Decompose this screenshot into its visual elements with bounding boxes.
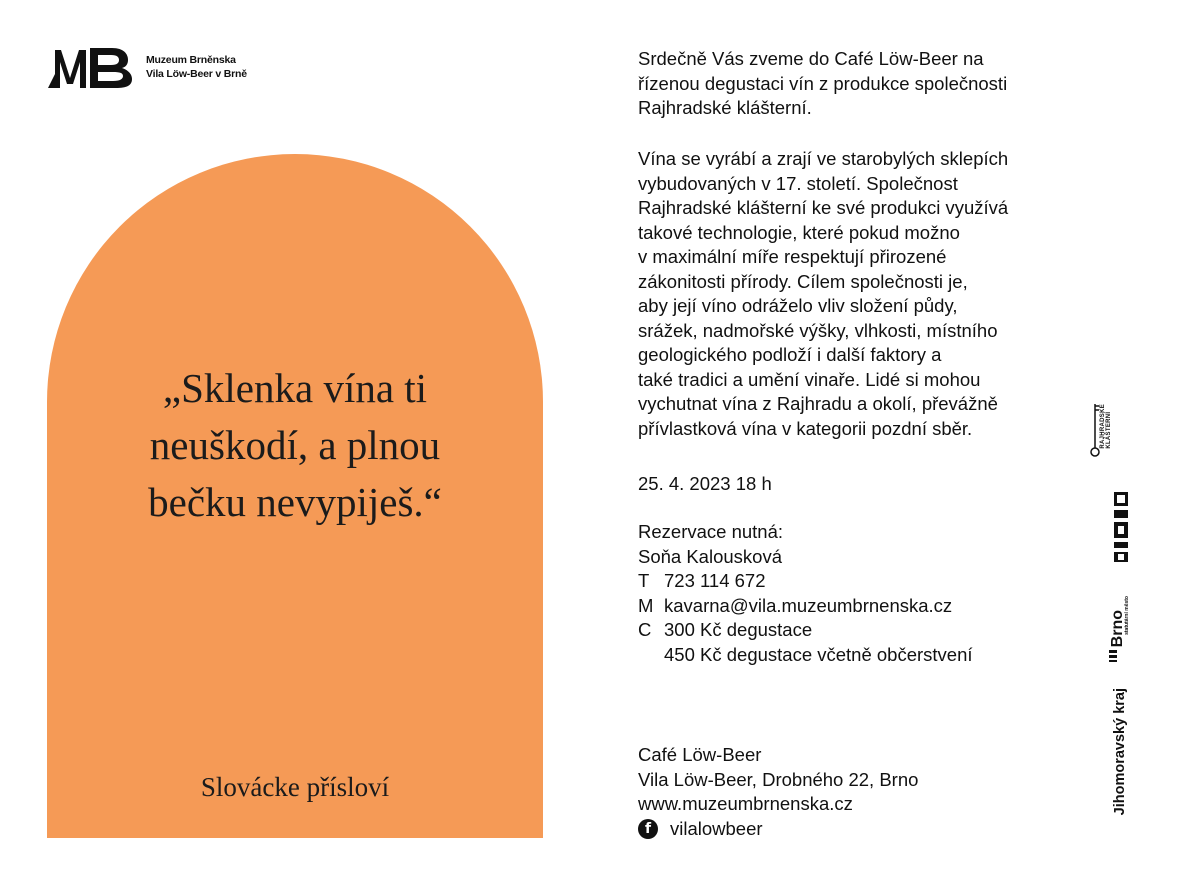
museum-logo [46,44,247,90]
reservation-info [638,520,1098,667]
rajhrad-line1: RAJHRADSKÉ [1100,404,1106,449]
venue-address: Vila Löw-Beer, Drobného 22, Brno [638,768,919,790]
body-line: geologického podloží i další faktory a [638,344,942,365]
rajhradske-text [1100,404,1112,449]
city-mark-icon [1112,492,1132,564]
phone-number[interactable]: 723 114 672 [664,570,766,591]
museum-name-line1: Muzeum Brněnska [146,54,236,66]
intro-line: Srdečně Vás zveme do Café Löw-Beer na [638,48,984,69]
reservation-heading: Rezervace nutná: [638,521,784,542]
brno-subtext: statutární město [1124,596,1130,635]
facebook-link[interactable] [638,817,1098,842]
quote-source: Slovácke přísloví [200,772,390,802]
rajhrad-line2: KLÁŠTERNÍ [1106,411,1112,449]
body-line: srážek, nadmořské výšky, vlhkosti, místního [638,319,998,341]
body-line: Rajhradské klášterní ke své produkci využívá [638,197,1009,218]
email-row [638,594,1098,619]
body-line: vychutnat vína z Rajhradu a okolí, převážně [638,393,998,414]
price-tasting: 300 Kč degustace [664,619,813,640]
facebook-icon: f [638,819,658,839]
winery-description [638,147,1098,441]
museum-name [146,53,247,81]
quote-arch [47,154,543,838]
venue-footer [638,743,1098,841]
event-date: 25. 4. 2023 18 h [638,473,772,494]
body-line: vybudovaných v 17. století. Společnost [638,172,958,194]
mb-logo-icon [46,44,134,90]
email-key: M [638,594,654,616]
body-line: přívlastková vína v kategorii pozdní sběr. [638,417,973,439]
contact-name: Soňa Kalousková [638,545,782,567]
quote-line-1: „Sklenka vína ti [162,365,428,411]
brno-logo [1105,596,1135,662]
body-line: také tradici a umění vinaře. Lidé si mohou [638,368,981,390]
body-line: v maximální míře respektují přirozené [638,246,947,267]
mesto-brno-logo [1112,492,1132,564]
body-line: takové technologie, které pokud možno [638,221,960,243]
key-icon [1090,404,1100,460]
price-tasting-refreshment: 450 Kč degustace včetně občerstvení [664,643,973,665]
price-key: C [638,619,652,640]
quote-line-2: neuškodí, a plnou [149,422,441,468]
jihomoravsky-kraj-logo: Jihomoravský kraj [1112,688,1128,816]
proverb-quote [47,360,543,531]
body-line: aby její víno odráželo vliv složení půdy, [638,295,958,316]
price-row [638,618,1098,643]
venue-name: Café Löw-Beer [638,744,762,765]
website-link[interactable]: www.muzeumbrnenska.cz [638,793,853,814]
rajhradske-klasterni-logo [1090,404,1112,460]
facebook-handle: vilalowbeer [670,817,763,839]
intro-line: řízenou degustaci vín z produkce společnosti [638,72,1008,94]
brno-mark-icon [1109,650,1117,662]
body-line: zákonitosti přírody. Cílem společnosti je, [638,270,968,292]
phone-key: T [638,570,650,591]
intro-line: Rajhradské klášterní. [638,97,812,118]
phone-row [638,569,1098,594]
email-address[interactable]: kavarna@vila.muzeumbrnenska.cz [664,594,953,616]
invitation-intro [638,47,1098,121]
body-line: Vína se vyrábí a zrají ve starobylých sklepích [638,148,1009,169]
museum-name-line2: Vila Löw-Beer v Brně [146,68,247,80]
brno-text: Brno [1109,610,1126,648]
quote-line-3: bečku nevypiješ.“ [148,479,442,525]
